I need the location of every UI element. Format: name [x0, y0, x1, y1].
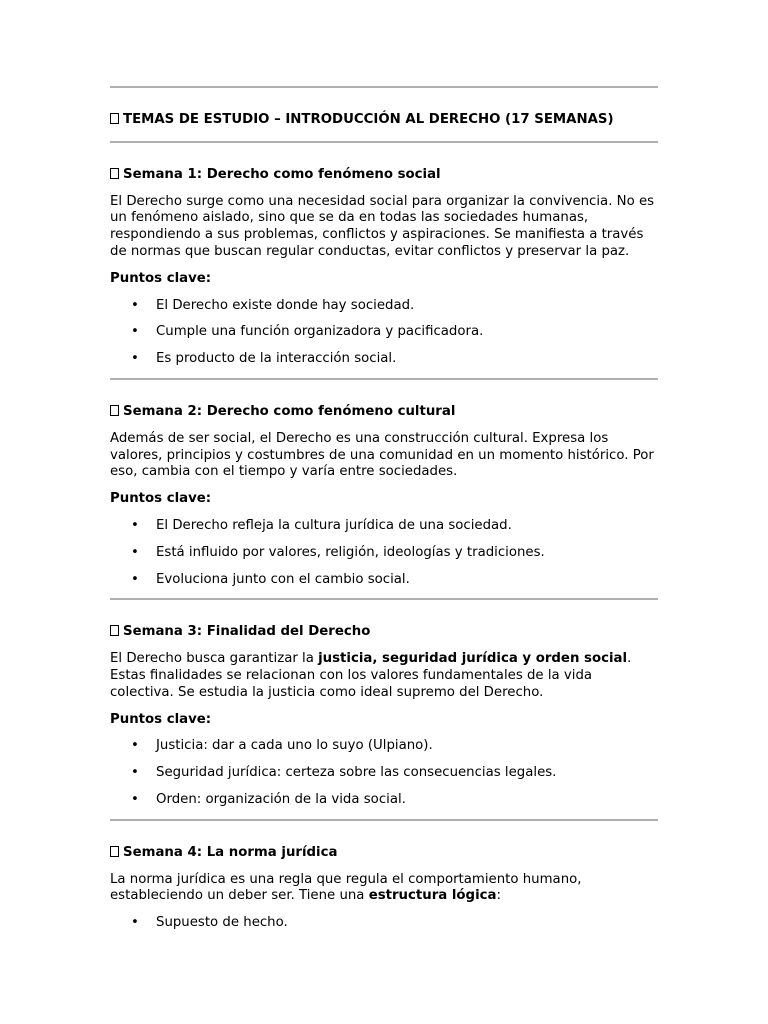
- section-heading: [110, 845, 658, 862]
- divider: [110, 598, 658, 600]
- list-item: • Evoluciona junto con el cambio social.: [110, 572, 658, 589]
- paragraph-text: El Derecho busca garantizar la: [110, 651, 319, 667]
- list-item: • Es producto de la interacción social.: [110, 351, 658, 368]
- document-body: [110, 86, 658, 942]
- list-item: • Justicia: dar a cada uno lo suyo (Ulpiano).: [110, 738, 658, 755]
- paragraph-text: :: [496, 888, 501, 904]
- paragraph-emphasis: estructura lógica: [368, 888, 497, 904]
- divider: [110, 86, 658, 88]
- divider: [110, 378, 658, 380]
- list-item: • Cumple una función organizadora y pacificadora.: [110, 324, 658, 341]
- list-item: • Supuesto de hecho.: [110, 915, 658, 932]
- key-points-list: [110, 298, 658, 368]
- paragraph-text: . Estas finalidades se relacionan con los valores fundamentales de la vida colectiva. Se estudia la justicia como ideal supremo del Derecho.: [110, 651, 632, 700]
- divider: [110, 141, 658, 143]
- missing-glyph-icon: [110, 846, 119, 857]
- section-week-1: [110, 167, 658, 368]
- key-points-label: Puntos clave:: [110, 491, 212, 507]
- missing-glyph-icon: [110, 625, 119, 636]
- list-item: • Seguridad jurídica: certeza sobre las consecuencias legales.: [110, 765, 658, 782]
- section-heading-text: Semana 3: Finalidad del Derecho: [123, 624, 371, 640]
- section-week-3: [110, 624, 658, 808]
- divider: [110, 819, 658, 821]
- paragraph-emphasis: justicia, seguridad jurídica y orden social: [318, 651, 628, 667]
- list-item: • El Derecho existe donde hay sociedad.: [110, 298, 658, 315]
- section-paragraph: Además de ser social, el Derecho es una construcción cultural. Expresa los valores, principios y costumbres de una comunidad en un momento histórico. Por eso, cambia con el tiempo y varía entre sociedades.: [110, 430, 654, 480]
- section-heading: [110, 404, 658, 421]
- section-heading-text: Semana 4: La norma jurídica: [123, 844, 338, 860]
- key-points-list: [110, 518, 658, 588]
- key-points-label: Puntos clave:: [110, 711, 212, 727]
- list-item: • Orden: organización de la vida social.: [110, 792, 658, 809]
- key-points-list: [110, 915, 658, 932]
- paragraph-text: La norma jurídica es una regla que regula el comportamiento humano, estableciendo un deber ser. Tiene una: [110, 871, 582, 904]
- section-paragraph: [110, 872, 658, 906]
- section-week-4: [110, 845, 658, 932]
- document-title-text: TEMAS DE ESTUDIO – INTRODUCCIÓN AL DERECHO (17 SEMANAS): [123, 112, 614, 127]
- missing-glyph-icon: [110, 113, 119, 124]
- section-heading-text: Semana 2: Derecho como fenómeno cultural: [123, 403, 456, 419]
- list-item: • Está influido por valores, religión, ideologías y tradiciones.: [110, 545, 658, 562]
- section-heading-text: Semana 1: Derecho como fenómeno social: [123, 166, 441, 182]
- section-heading: [110, 167, 658, 184]
- list-item: • El Derecho refleja la cultura jurídica de una sociedad.: [110, 518, 658, 535]
- missing-glyph-icon: [110, 405, 119, 416]
- key-points-label: Puntos clave:: [110, 270, 212, 286]
- key-points-list: [110, 738, 658, 808]
- missing-glyph-icon: [110, 168, 119, 179]
- section-week-2: [110, 404, 658, 588]
- document-title: [110, 112, 658, 129]
- section-paragraph: El Derecho surge como una necesidad social para organizar la convivencia. No es un fenómeno aislado, sino que se da en todas las sociedades humanas, respondiendo a sus problemas, conflictos y aspiraciones. Se manifiesta a través de normas que buscan regular conductas, evitar conflictos y preservar la paz.: [110, 193, 655, 259]
- section-paragraph: [110, 651, 658, 701]
- section-heading: [110, 624, 658, 641]
